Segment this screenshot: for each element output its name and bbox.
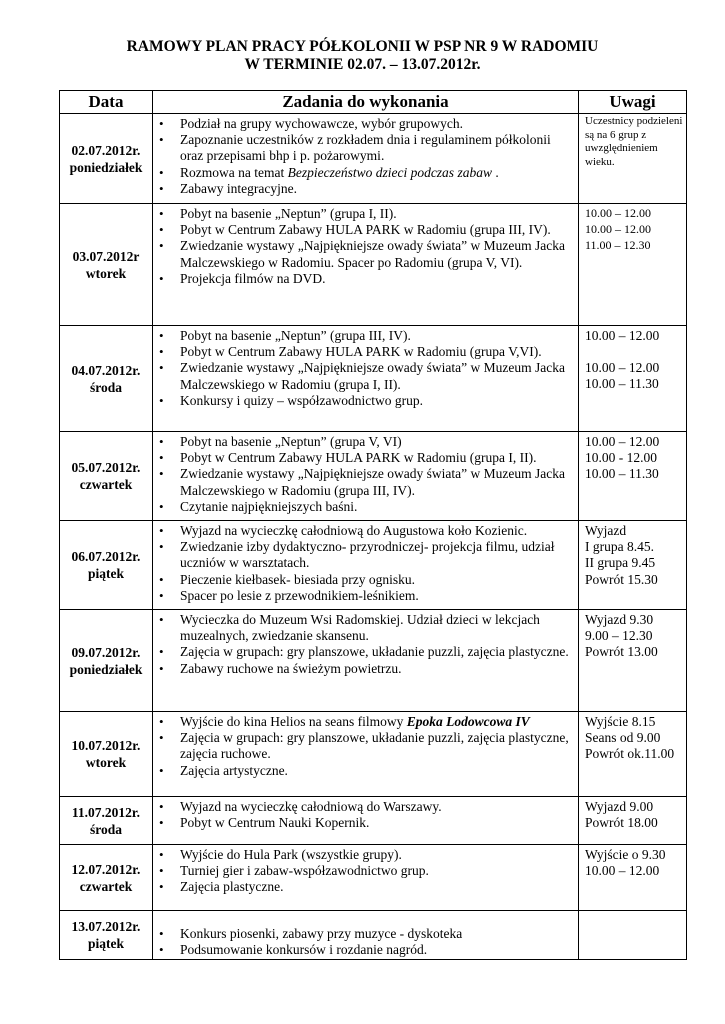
task-text: Wyjście do kina Helios na seans filmowy xyxy=(180,714,407,729)
note-line: I grupa 8.45. xyxy=(585,539,654,555)
header-notes: Uwagi xyxy=(579,91,687,114)
document-subtitle: W TERMINIE 02.07. – 13.07.2012r. xyxy=(244,56,481,73)
tasks-cell xyxy=(153,911,579,960)
task-item: • Pieczenie kiełbasek- biesiada przy ognisku. xyxy=(159,572,576,588)
note-line: Seans od 9.00 xyxy=(585,730,661,746)
movie-title: Epoka Lodowcowa IV xyxy=(406,714,530,729)
note-line: 10.00 – 11.30 xyxy=(585,466,659,482)
task-item: • Zajęcia w grupach: gry planszowe, układanie puzzli, zajęcia plastyczne. xyxy=(159,644,576,660)
notes-cell xyxy=(579,521,687,610)
task-item: • Zwiedzanie wystawy „Najpiękniejsze owady świata” w Muzeum Jacka Malczewskiego w Radomiu. Spacer po Radomiu (grupa V, VI). xyxy=(159,238,576,270)
day-text: poniedziałek xyxy=(69,661,143,677)
header-date: Data xyxy=(60,91,153,114)
task-item: • Zwiedzanie wystawy „Najpiękniejsze owady świata” w Muzeum Jacka Malczewskiego w Radomiu (grupa I, II). xyxy=(159,360,576,392)
date-text: 09.07.2012r. xyxy=(71,644,141,660)
tasks-cell xyxy=(153,610,579,712)
task-item: • Zabawy integracyjne. xyxy=(159,181,576,197)
tasks-cell xyxy=(153,114,579,204)
tasks-cell xyxy=(153,712,579,797)
note-line: Wyjście o 9.30 xyxy=(585,847,666,862)
notes-cell xyxy=(579,911,687,960)
note-line: Powrót 13.00 xyxy=(585,644,658,660)
tasks-cell xyxy=(153,432,579,521)
task-item: • Wyjazd na wycieczkę całodniową do Augustowa koło Kozienic. xyxy=(159,523,576,539)
note-line: 10.00 - 12.00 xyxy=(585,450,657,466)
task-item: • Pobyt na basenie „Neptun” (grupa V, VI) xyxy=(159,434,576,450)
task-item: • Pobyt na basenie „Neptun” (grupa I, II). xyxy=(159,206,576,222)
notes-cell xyxy=(579,845,687,911)
notes-cell xyxy=(579,432,687,521)
note-line: 10.00 – 12.00 xyxy=(585,328,660,343)
task-item: • Zwiedzanie wystawy „Najpiękniejsze owady świata” w Muzeum Jacka Malczewskiego w Radomiu (grupa III, IV). xyxy=(159,466,576,498)
table-row xyxy=(60,610,687,712)
task-item: • Czytanie najpiękniejszych baśni. xyxy=(159,499,576,515)
table-row xyxy=(60,204,687,326)
notes-cell xyxy=(579,114,687,204)
note-line: 10.00 – 12.00 xyxy=(585,222,651,236)
task-item: • Zajęcia plastyczne. xyxy=(159,879,576,895)
task-item: • Wyjście do Hula Park (wszystkie grupy). xyxy=(159,847,576,863)
note-line: II grupa 9.45 xyxy=(585,555,656,571)
table-row xyxy=(60,797,687,845)
task-item: • Konkurs piosenki, zabawy przy muzyce - dyskoteka xyxy=(159,926,576,942)
date-cell xyxy=(60,797,153,845)
task-item: • Wyjazd na wycieczkę całodniową do Warszawy. xyxy=(159,799,576,815)
table-row xyxy=(60,521,687,610)
schedule-table xyxy=(59,90,687,960)
day-text: wtorek xyxy=(85,755,127,770)
date-cell xyxy=(60,845,153,911)
task-item: • Pobyt w Centrum Zabawy HULA PARK w Radomiu (grupa V,VI). xyxy=(159,344,576,360)
task-item: • Konkursy i quizy – współzawodnictwo grup. xyxy=(159,393,576,409)
note-line: Powrót 15.30 xyxy=(585,571,658,587)
document-title: RAMOWY PLAN PRACY PÓŁKOLONII W PSP NR 9 W RADOMIU xyxy=(126,38,599,55)
date-cell xyxy=(60,204,153,326)
tasks-cell xyxy=(153,521,579,610)
day-text: czwartek xyxy=(79,477,133,492)
date-text: 04.07.2012r. xyxy=(71,362,141,378)
note-line: 10.00 – 11.30 xyxy=(585,376,659,392)
task-text: Rozmowa na temat xyxy=(180,164,288,180)
date-text: 13.07.2012r. xyxy=(71,919,141,934)
header-tasks: Zadania do wykonania xyxy=(153,91,579,114)
notes-cell xyxy=(579,610,687,712)
task-item xyxy=(159,165,576,181)
task-item: • Podział na grupy wychowawcze, wybór grupowych. xyxy=(159,116,576,132)
note-line: Powrót ok.11.00 xyxy=(585,746,675,762)
note-line: Wyjazd xyxy=(585,523,627,538)
day-text: czwartek xyxy=(79,878,133,894)
tasks-cell xyxy=(153,204,579,326)
notes-cell xyxy=(579,204,687,326)
task-item: • Zwiedzanie izby dydaktyczno- przyrodniczej- projekcja filmu, udział uczniów w warsztatach. xyxy=(159,539,576,571)
date-text: 05.07.2012r. xyxy=(71,460,141,475)
task-item: • Turniej gier i zabaw-współzawodnictwo grup. xyxy=(159,863,576,879)
date-cell xyxy=(60,114,153,204)
task-item: • Zabawy ruchowe na świeżym powietrzu. xyxy=(159,661,576,677)
date-text: 10.07.2012r. xyxy=(71,738,141,753)
task-item: • Pobyt w Centrum Nauki Kopernik. xyxy=(159,815,576,831)
date-text: 12.07.2012r. xyxy=(71,861,141,877)
day-text: środa xyxy=(89,379,122,395)
task-item: • Podsumowanie konkursów i rozdanie nagród. xyxy=(159,942,576,958)
task-item: • Zajęcia artystyczne. xyxy=(159,763,576,779)
date-cell xyxy=(60,712,153,797)
note-line: Wyjazd 9.30 xyxy=(585,612,654,627)
task-item: • Projekcja filmów na DVD. xyxy=(159,271,576,287)
date-cell xyxy=(60,326,153,432)
task-item: • Pobyt na basenie „Neptun” (grupa III, IV). xyxy=(159,328,576,344)
date-cell xyxy=(60,521,153,610)
day-text: piątek xyxy=(87,936,124,951)
note-line: Powrót 18.00 xyxy=(585,815,658,831)
notes-cell xyxy=(579,326,687,432)
note-line: 11.00 – 12.30 xyxy=(585,238,651,252)
task-item: • Spacer po lesie z przewodnikiem-leśnikiem. xyxy=(159,588,576,604)
notes-cell xyxy=(579,712,687,797)
date-text: 06.07.2012r. xyxy=(71,549,141,564)
note-line: Uczestnicy podzieleni są na 6 grup z uwzględnieniem wieku. xyxy=(585,115,683,168)
table-header-row xyxy=(60,91,687,114)
note-line: 10.00 – 12.00 xyxy=(585,863,660,879)
day-text: piątek xyxy=(87,566,124,581)
day-text: poniedziałek xyxy=(69,159,143,175)
note-line: Wyjście 8.15 xyxy=(585,714,656,729)
date-cell xyxy=(60,432,153,521)
date-text: 11.07.2012r. xyxy=(71,804,141,820)
table-row xyxy=(60,911,687,960)
table-row xyxy=(60,114,687,204)
task-text-end: . xyxy=(491,164,499,180)
note-line: Wyjazd 9.00 xyxy=(585,799,654,814)
date-text: 03.07.2012r xyxy=(72,248,140,264)
task-emphasis: Bezpieczeństwo dzieci podczas zabaw xyxy=(287,164,492,180)
task-item: • Zajęcia w grupach: gry planszowe, układanie puzzli, zajęcia plastyczne, zajęcia ruchowe. xyxy=(159,730,576,762)
table-row xyxy=(60,712,687,797)
task-item xyxy=(159,714,576,730)
date-text: 02.07.2012r. xyxy=(71,142,141,158)
note-line: 10.00 – 12.00 xyxy=(585,434,660,449)
tasks-cell xyxy=(153,326,579,432)
day-text: środa xyxy=(89,821,122,837)
note-line: 10.00 – 12.00 xyxy=(585,360,660,376)
day-text: wtorek xyxy=(85,265,127,281)
date-cell xyxy=(60,911,153,960)
table-row xyxy=(60,326,687,432)
table-row xyxy=(60,432,687,521)
task-item: • Wycieczka do Muzeum Wsi Radomskiej. Udział dzieci w lekcjach muzealnych, zwiedzanie skansenu. xyxy=(159,612,576,644)
task-item: • Pobyt w Centrum Zabawy HULA PARK w Radomiu (grupa I, II). xyxy=(159,450,576,466)
table-row xyxy=(60,845,687,911)
note-line: 10.00 – 12.00 xyxy=(585,206,651,220)
tasks-cell xyxy=(153,797,579,845)
date-cell xyxy=(60,610,153,712)
tasks-cell xyxy=(153,845,579,911)
task-item: • Pobyt w Centrum Zabawy HULA PARK w Radomiu (grupa III, IV). xyxy=(159,222,576,238)
task-item: • Zapoznanie uczestników z rozkładem dnia i regulaminem półkolonii oraz przepisami bhp i p. pożarowymi. xyxy=(159,132,576,164)
notes-cell xyxy=(579,797,687,845)
note-line: 9.00 – 12.30 xyxy=(585,628,653,644)
